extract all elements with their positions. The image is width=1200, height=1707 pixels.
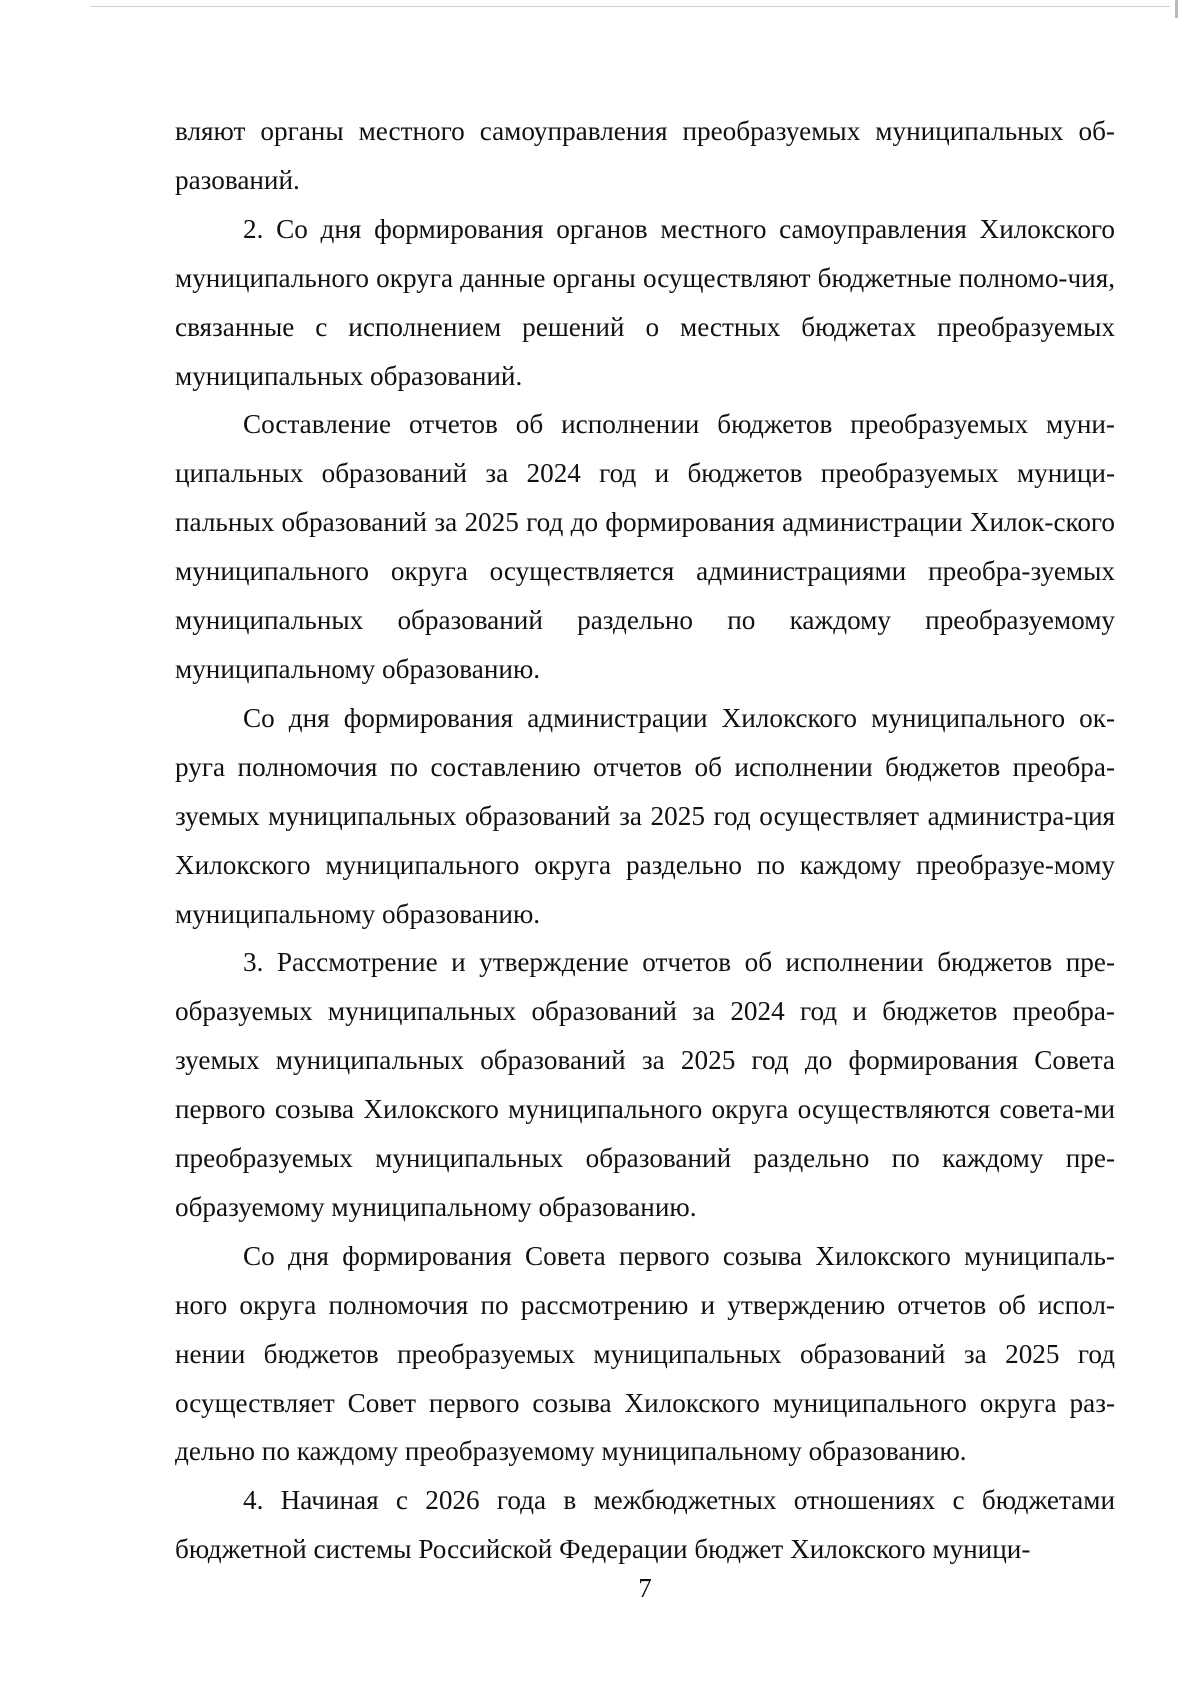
paragraph-item-2: 2. Со дня формирования органов местного самоуправления Хилокского муниципального округа данные органы осуществляют бюджетные полномо-чия, связанные с исполнением решений о местных бюджетах преобразуемых муниципальных образований.	[175, 213, 1115, 391]
paragraph-item-4: 4. Начиная с 2026 года в межбюджетных отношениях с бюджетами бюджетной системы Российской Федерации бюджет Хилокского муници-	[175, 1485, 1115, 1565]
page-number: 7	[638, 1573, 652, 1603]
paragraph-continuation: вляют органы местного самоуправления преобразуемых муниципальных об-разований.	[175, 116, 1115, 195]
document-body	[175, 107, 1115, 1574]
paragraph-council-powers: Со дня формирования Совета первого созыва Хилокского муниципаль-ного округа полномочия по рассмотрению и утверждению отчетов об испол-нении бюджетов преобразуемых муниципальных образований за 2025 год осуществляет Совет первого созыва Хилокского муниципального округа раз-дельно по каждому преобразуемому муниципальному образованию.	[175, 1240, 1115, 1467]
paragraph-reports-preparation: Составление отчетов об исполнении бюджетов преобразуемых муни-ципальных образований за 2024 год и бюджетов преобразуемых муници-пальных образований за 2025 год до формирования администрации Хилок-ского муниципального округа осуществляется администрациями преобра-зуемых муниципальных образований раздельно по каждому преобразуемому муниципальному образованию.	[175, 409, 1115, 684]
paragraph-administration-powers: Со дня формирования администрации Хилокского муниципального ок-руга полномочия по составлению отчетов об исполнении бюджетов преобра-зуемых муниципальных образований за 2025 год осуществляет администра-ция Хилокского муниципального округа раздельно по каждому преобразуе-мому муниципальному образованию.	[175, 702, 1115, 929]
paragraph-item-3: 3. Рассмотрение и утверждение отчетов об исполнении бюджетов пре-образуемых муниципальных образований за 2024 год и бюджетов преобра-зуемых муниципальных образований за 2025 год до формирования Совета первого созыва Хилокского муниципального округа осуществляются совета-ми преобразуемых муниципальных образований раздельно по каждому пре-образуемому муниципальному образованию.	[175, 947, 1115, 1222]
scan-edge	[1175, 0, 1178, 18]
scan-edge	[90, 6, 1170, 7]
